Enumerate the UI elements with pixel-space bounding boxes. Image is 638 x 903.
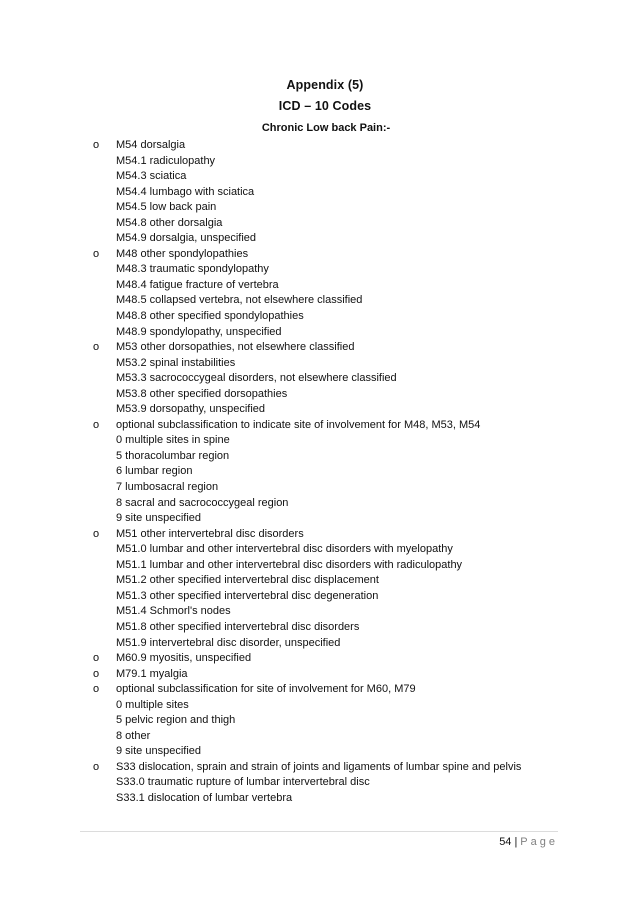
code-entry: M54.4 lumbago with sciatica (116, 185, 255, 198)
code-entry: M53.9 dorsopathy, unspecified (116, 403, 265, 416)
list-item (93, 667, 573, 683)
code-entry: M54.1 radiculopathy (116, 154, 216, 167)
code-entry: M51.9 intervertebral disc disorder, unspecified (116, 636, 341, 649)
bullet-marker: o (93, 247, 100, 260)
code-entry: M54.3 sciatica (116, 170, 187, 183)
code-entry: S33.1 dislocation of lumbar vertebra (116, 791, 293, 804)
page-footer (499, 836, 558, 848)
code-entry: M54.8 other dorsalgia (116, 216, 223, 229)
code-entry: M48.9 spondylopathy, unspecified (116, 325, 282, 338)
code-entry: M51.4 Schmorl's nodes (116, 605, 231, 618)
code-entry: M54.5 low back pain (116, 201, 217, 214)
bullet-marker: o (93, 760, 100, 773)
code-entry: M51.2 other specified intervertebral disc displacement (116, 574, 379, 587)
code-entry: M54.9 dorsalgia, unspecified (116, 232, 257, 245)
code-entry: M53.3 sacrococcygeal disorders, not elsewhere classified (116, 372, 397, 385)
code-entry: M53.8 other specified dorsopathies (116, 387, 288, 400)
code-entry: 7 lumbosacral region (116, 481, 219, 494)
appendix-title: Appendix (5) (286, 78, 364, 92)
code-group-heading: M53 other dorsopathies, not elsewhere classified (116, 341, 355, 354)
list-item (93, 651, 573, 667)
list-item (93, 247, 573, 340)
bullet-marker: o (93, 652, 100, 665)
bullet-marker: o (93, 139, 100, 151)
code-entry: M51.8 other specified intervertebral disc disorders (116, 620, 360, 633)
page-number: 54 (499, 836, 512, 848)
icd-code-list (93, 138, 573, 807)
footer-separator: | (514, 836, 518, 848)
code-entry: M48.5 collapsed vertebra, not elsewhere classified (116, 294, 363, 307)
bullet-marker: o (93, 418, 100, 431)
section-heading: Chronic Low back Pain:- (261, 122, 391, 134)
list-item (93, 340, 573, 418)
list-item (93, 418, 573, 527)
code-entry: 0 multiple sites in spine (116, 434, 230, 447)
bullet-marker: o (93, 527, 100, 540)
list-item (93, 138, 573, 247)
code-group-heading: M51 other intervertebral disc disorders (116, 527, 304, 540)
code-entry: M48.8 other specified spondylopathies (116, 310, 304, 323)
code-group-heading: M48 other spondylopathies (116, 247, 249, 260)
code-entry: M48.4 fatigue fracture of vertebra (116, 278, 279, 291)
bullet-marker: o (93, 683, 100, 696)
code-group-heading: M54 dorsalgia (116, 139, 186, 151)
code-entry: M48.3 traumatic spondylopathy (116, 263, 269, 276)
code-entry: 9 site unspecified (116, 512, 201, 525)
code-entry: 6 lumbar region (116, 465, 193, 478)
code-entry: 8 other (116, 729, 151, 742)
code-group-heading: M79.1 myalgia (116, 667, 188, 680)
code-entry: S33.0 traumatic rupture of lumbar intervertebral disc (116, 776, 370, 789)
code-group-heading: optional subclassification for site of involvement for M60, M79 (116, 683, 416, 696)
list-item (93, 527, 573, 651)
bullet-marker: o (93, 667, 100, 680)
code-entry: 9 site unspecified (116, 745, 201, 758)
list-item (93, 682, 573, 760)
code-entry: M51.1 lumbar and other intervertebral disc disorders with radiculopathy (116, 558, 463, 571)
code-group-heading: optional subclassification to indicate site of involvement for M48, M53, M54 (116, 418, 481, 431)
code-entry: M53.2 spinal instabilities (116, 356, 236, 369)
code-entry: M51.3 other specified intervertebral disc degeneration (116, 589, 379, 602)
code-group-heading: M60.9 myositis, unspecified (116, 652, 252, 665)
code-group-heading: S33 dislocation, sprain and strain of joints and ligaments of lumbar spine and pelvis (116, 760, 522, 773)
code-entry: 5 pelvic region and thigh (116, 714, 236, 727)
bullet-marker: o (93, 341, 100, 354)
code-entry: 0 multiple sites (116, 698, 189, 711)
list-item (93, 760, 573, 807)
icd-codes-title: ICD – 10 Codes (278, 99, 372, 113)
footer-divider (80, 831, 558, 832)
code-entry: 8 sacral and sacrococcygeal region (116, 496, 289, 509)
code-entry: 5 thoracolumbar region (116, 449, 230, 462)
code-entry: M51.0 lumbar and other intervertebral disc disorders with myelopathy (116, 543, 453, 556)
page-label: Page (520, 836, 558, 848)
